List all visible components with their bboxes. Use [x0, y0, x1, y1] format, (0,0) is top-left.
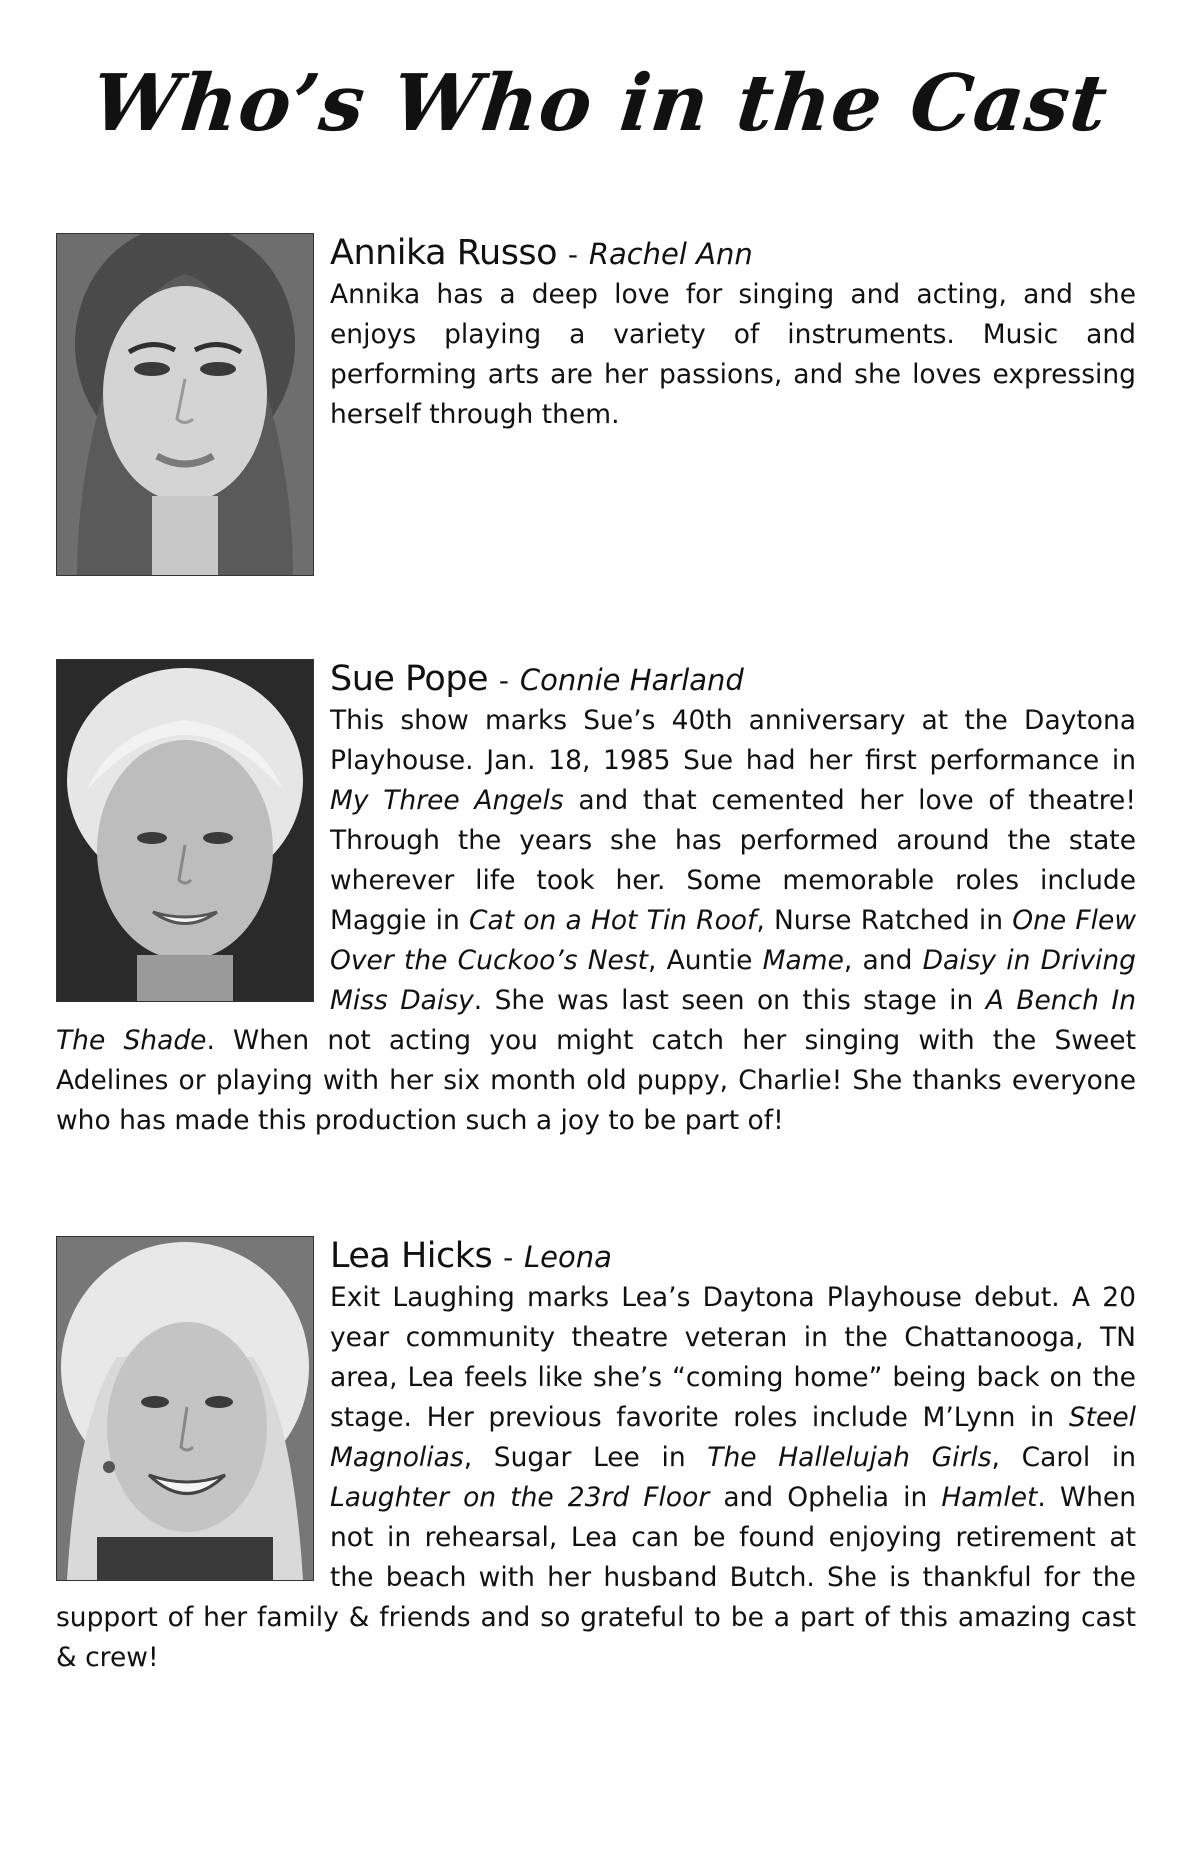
cast-entry-annika-russo [56, 233, 1136, 582]
bio-text: . When not in rehearsal, Lea can be found enjoying retirement at the beach with her husband Butch. She is thankful for the support of her family & friends and so grateful to be a part of this amazing cast & crew! [56, 1482, 1137, 1673]
bio-text: , and [843, 945, 923, 976]
bio-text: This show marks Sue’s 40th anniversary at the Daytona Playhouse. Jan. 18, 1985 Sue had her first performance in [330, 705, 1136, 776]
bio-title-italic: Laughter on the 23rd Floor [330, 1482, 710, 1513]
bio-text: Exit Laughing marks Lea’s Daytona Playhouse debut. A 20 year community theatre veteran in the Chattanooga, TN area, Lea feels like she’s “coming home” being back on the stage. Her previous favorite roles include M’Lynn in [330, 1282, 1136, 1433]
cast-name: Annika Russo [330, 233, 558, 273]
bio-title-italic: A Bench In The Shade [56, 985, 1137, 1056]
bio-text: Annika has a deep love for singing and acting, and she enjoys playing a variety of instruments. Music and performing arts are her passions, and she loves expressing herself through them. [330, 279, 1136, 430]
bio-title-italic: The Hallelujah Girls [707, 1442, 992, 1473]
bio-text: , Auntie [648, 945, 763, 976]
bio-title-italic: Mame [762, 945, 844, 976]
bio-text: , Sugar Lee in [463, 1442, 708, 1473]
cast-role: Leona [524, 1240, 612, 1274]
separator: - [503, 1241, 514, 1274]
cast-role: Connie Harland [519, 663, 744, 697]
headshot-photo [56, 233, 314, 576]
bio-text: , Nurse Ratched in [756, 905, 1013, 936]
bio-title-italic: Steel Magnolias [330, 1402, 1136, 1473]
bio-text: . When not acting you might catch her singing with the Sweet Adelines or playing with her six month old puppy, Charlie! She thanks everyone who has made this production such a joy to be part of! [56, 1025, 1136, 1136]
bio-text: and that cemented her love of theatre! Through the years she has performed around the state wherever life took her. Some memorable roles include Maggie in [330, 785, 1136, 936]
bio-title-italic: My Three Angels [330, 785, 564, 816]
bio-title-italic: One Flew Over the Cuckoo’s Nest [330, 905, 1136, 976]
headshot-photo [56, 1236, 314, 1581]
bio-text: and Ophelia in [709, 1482, 942, 1513]
separator: - [567, 238, 578, 271]
cast-role: Rachel Ann [588, 237, 753, 271]
bio-title-italic: Hamlet [941, 1482, 1038, 1513]
bio-text: . She was last seen on this stage in [473, 985, 986, 1016]
separator: - [498, 664, 510, 697]
page-title: Who’s Who in the Cast [87, 58, 1113, 149]
cast-entry-sue-pope [56, 659, 1136, 1141]
cast-entry-lea-hicks [56, 1236, 1136, 1678]
bio-text: , Carol in [991, 1442, 1136, 1473]
headshot-photo [56, 659, 314, 1002]
cast-name: Sue Pope [330, 659, 489, 699]
cast-name: Lea Hicks [330, 1236, 493, 1276]
bio-title-italic: Cat on a Hot Tin Roof [468, 905, 757, 936]
bio-title-italic: Daisy in Driving Miss Daisy [330, 945, 1137, 1016]
